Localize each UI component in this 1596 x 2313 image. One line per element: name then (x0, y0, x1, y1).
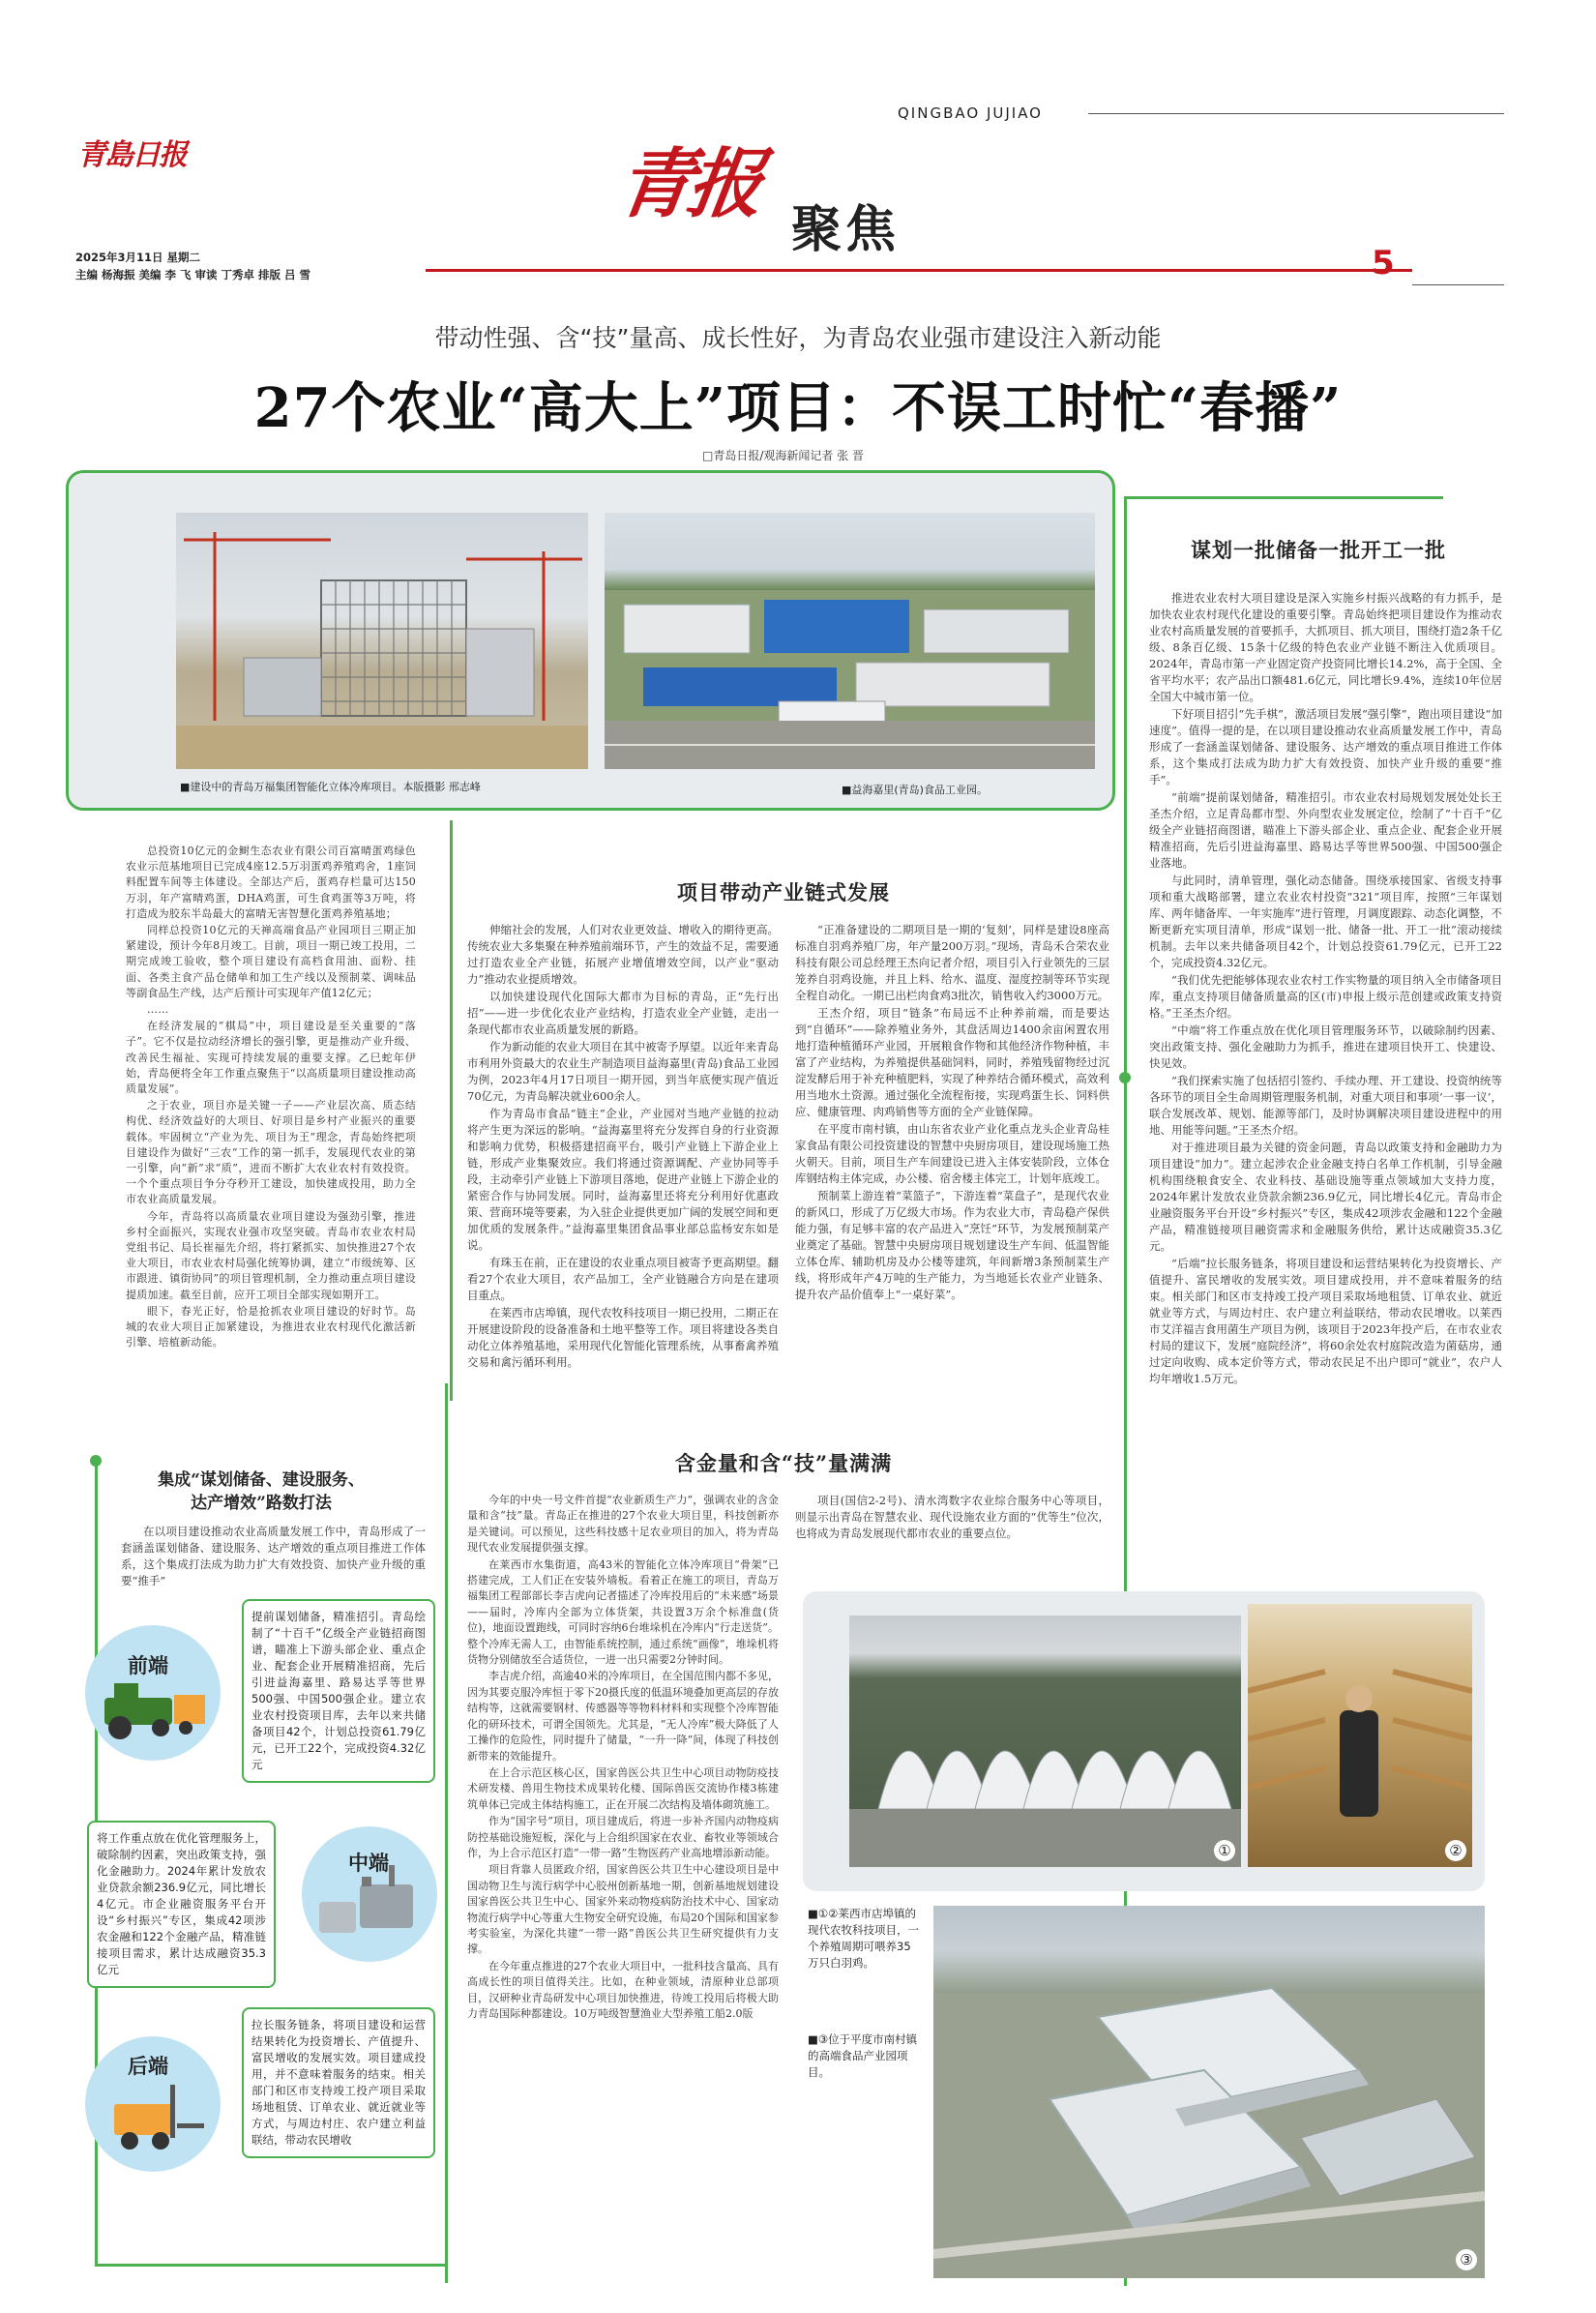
lead-paragraph: 今年，青岛将以高质量农业项目建设为强劲引擎，推进乡村全面振兴，实现农业强市攻坚突破。青岛市农业农村局党组书记、局长崔福先介绍，将打紧抓实、加快推进27个农业大项目，市农业农村局强化统筹协调，建立“市级统筹、区市跟进、镇街协同”的项目管理机制，全力推动重点项目建设提质加速。截至目前，应开工项目全部实现如期开工。 (126, 1209, 416, 1301)
right-paragraph: 对于推进项目最为关键的资金问题，青岛以政策支持和金融助力为项目建设“加力”。建立起涉农企业金融支持白名单工作机制，引导金融机构围绕粮食安全、农业科技、基础设施等重点领域加大支持力度，2024年累计发放农业贷款余额236.9亿元，同比增长4亿元。青岛市企业融资服务平台开设“乡村振兴”专区，集成42项涉农金融和122个金融产品，精准链接项目融资需求和金融服务供给，累计达成融资35.3亿元。 (1149, 1141, 1502, 1253)
right-paragraph: “我们探索实施了包括招引签约、手续办理、开工建设、投资纳统等各环节的项目全生命周期管理服务机制，对重大项目和事项‘一事一议’，联合发展改革、规划、能源等部门，及时协调解决项目建设进程中的用地、用能等问题。”王圣杰介绍。 (1149, 1074, 1502, 1137)
left-section-paragraph: 在以项目建设推动农业高质量发展工作中，青岛形成了一套涵盖谋划储备、建设服务、达产增效的重点项目推进工作体系，这个集成打法成为助力扩大有效投资、加快产业升级的重要“推手” (121, 1525, 426, 1587)
middle-paragraph: 项目背靠人员匿政介绍，国家兽医公共卫生中心建设项目是中国动物卫生与流行病学中心胶州创新基地一期，创新基地规划建设国家兽医公共卫生中心、国家外来动物疫病防治技术中心、国家动物流行病学中心等重大生物安全研究设施，布局20个国际和国家参考实验室，为深化共建“一带一路”兽医公共卫生研究提供有力支撑。 (467, 1863, 779, 1956)
photo-greenhouses (849, 1616, 1241, 1867)
right-paragraph: 推进农业农村大项目建设是深入实施乡村振兴战略的有力抓手，是加快农业农村现代化建设的重要引擎。青岛始终把项目建设作为推动农业农村高质量发展的首要抓手，大抓项目、抓大项目，围绕打造2条千亿级、8条百亿级、15条十亿级的特色农业产业链不断注入优质项目。2024年，青岛市第一产业固定资产投资同比增长14.2%，高于全国、全省平均水平；农产品出口额481.6亿元，同比增长9.4%，连续10年位居全国大中城市第一位。 (1149, 591, 1502, 703)
date-line: 2025年3月11日 星期二 (75, 251, 201, 264)
middle-stage-graphic (302, 1826, 437, 1962)
back-stage-label: 后端 (128, 2054, 168, 2078)
middle-paragraph: 项目(国信2-2号)、清水湾数字农业综合服务中心等项目，则显示出青岛在智慧农业、现代设施农业方面的“优等生”位次，也将成为青岛发展现代都市农业的重要点位。 (795, 1494, 1109, 1540)
photo-cold-storage-construction (176, 513, 588, 769)
pinyin-header: QINGBAO JUJIAO (898, 104, 1043, 122)
middle-paragraph: “正准备建设的二期项目是一期的‘复刻’，同样是建设8座高标准自羽鸡养殖厂房，年产量200万羽。”现场，青岛禾合荣农业科技有限公司总经理王杰向记者介绍，项目引入行业领先的三层笼养自羽鸡设施，并且上料、给水、温度、湿度控制等环节实现全程自动化。一期已出栏肉食鸡3批次，销售收入约3000万元。 (795, 923, 1109, 1002)
front-stage-label: 前端 (128, 1653, 168, 1677)
left-lead-body (126, 844, 416, 1352)
middle-col-2 (795, 922, 1109, 1304)
lead-paragraph: 在经济发展的“棋局”中，项目建设是至关重要的“落子”。它不仅是拉动经济增长的强引擎，更是推动产业升级、改善民生福祉、实现可持续发展的重要支撑。乙巳蛇年伊始，青岛便将全年工作重点聚焦于“以高质量项目建设推动高质量发展”。 (126, 1020, 416, 1096)
middle-green-line (450, 820, 453, 1401)
middle-paragraph: 王杰介绍，项目“链条”布局远不止种养前端，而是要达到“自循环”——除养殖业务外，其盘活周边1400余亩闲置农用地打造种植循环产业园，开展粮食作物和其他经济作物种植，丰富了产业结构，为养殖提供基础饲料，同时，养殖残留物经过沉淀发酵后用于补充种植肥料，实现了种养结合循环模式，高效利用当地水土资源。通过强化全流程衔接，实现鸡蛋生长、饲料供应、健康管理、肉鸡销售等方面的全产业链保障。 (795, 1006, 1109, 1118)
lead-paragraph: 眼下，春光正好，恰是抢抓农业项目建设的好时节。岛城的农业大项目正加紧建设，为推进农业农村现代化激活新引擎、培植新动能。 (126, 1304, 416, 1349)
middle-section-title-2: 含金量和含“技”量满满 (674, 1451, 893, 1475)
middle-stage-box (87, 1821, 276, 1988)
right-section-title: 谋划一批储备一批开工一批 (1191, 538, 1446, 562)
photo-badge-3: ③ (1456, 2249, 1477, 2270)
middle-col-3 (467, 1493, 779, 2023)
header-rule-top (1088, 113, 1504, 114)
right-article-body (1149, 590, 1502, 1388)
right-paragraph: “后端”拉长服务链条，将项目建设和运营结果转化为投资增长、产值提升、富民增收的发展实效。项目建成投用，并不意味着服务的结束。相关部门和区市支持竣工投产项目采取场地租赁、订单农业、就近就业等方式，与周边村庄、农户建立利益联结，带动农民增收。以莱西市艾洋福吉食用菌生产项目为例，该项目于2023年投产后，在市农业农村局的建议下，发展“庭院经济”，将60余处农村庭院改造为菌菇房，通过定向收购、成本定价等方式，带动农民足不出户即可“就业”，农户人均年增收1.5万元。 (1149, 1257, 1502, 1385)
section-logo-text: 聚焦 (791, 200, 901, 259)
middle-paragraph: 李吉虎介绍，高逾40米的冷库项目，在全国范围内都不多见，因为其要克服冷库恒于零下20摄氏度的低温环境叠加更高层的存放结构等，这就需要钢材、传感器等等物料材料和实现整个冷库智能化的研环技术，可谓全国领先。尤其是，“无人冷库”极大降低了人工操作的危险性，同时提升了储量，“一升一降”间，体现了科技创新带来的效能提升。 (467, 1670, 779, 1763)
headline-title: 27个农业“高大上”项目：不误工时忙“春播” (253, 376, 1343, 440)
photo-poultry-house (1248, 1604, 1472, 1867)
middle-paragraph: 在莱西市水集街道，高43米的智能化立体冷库项目“骨架”已搭建完成，工人们正在安装外墙板。看着正在施工的项目，青岛万福集团工程部部长李吉虎向记者描述了冷库投用后的“未来感”场景——届时，冷库内全部为立体货架，共设置3万余个标准盘(货位)，地面设置跑线，可同时容纳6台堆垛机在冷库内“行走送货”。整个冷库无需人工，由智能系统控制，通过系统“画像”，堆垛机将货物分别储放至合适货位，一进一出只需要2分钟时间。 (467, 1557, 779, 1667)
paper-logo: 青島日报 (77, 138, 186, 172)
middle-paragraph: 在今年重点推进的27个农业大项目中，一批科技含量高、具有高成长性的项目值得关注。比如，在种业领域，清原种业总部项目，汉研种业青岛研发中心项目加快推进，待竣工投用后将极大助力青岛国际种都建设。10万吨级智慧渔业大型养殖工船2.0版 (467, 1959, 779, 2020)
photo-badge-2: ② (1445, 1840, 1466, 1861)
middle-col-1 (467, 922, 779, 1372)
caption-top-left: ■建设中的青岛万福集团智能化立体冷库项目。本版摄影 邢志峰 (180, 781, 481, 793)
middle-paragraph: 作为新动能的农业大项目在其中被寄予厚望。以近年来青岛市利用外资最大的农业生产制造项目益海嘉里(青岛)食品工业园为例，2023年4月17日项目一期开园，到当年底便实现产值近70亿元，为青岛解决就业600余人。 (467, 1040, 779, 1103)
middle-paragraph: 在平度市南村镇，由山东省农业产业化重点龙头企业青岛桂家食品有限公司投资建设的智慧中央厨房项目，建设现场施工热火朝天。目前，项目生产车间建设已进入主体安装阶段，立体仓库钢结构主体完成，办公楼、宿舍楼主体完工，计划年底竣工。 (795, 1122, 1109, 1185)
left-green-line-bottom (95, 2264, 448, 2267)
middle-stage-text: 将工作重点放在优化管理服务上，破除制约因素，突出政策支持，强化金融助力。2024年累计发放农业贷款余额236.9亿元，同比增长4亿元。市企业融资服务平台开设“乡村振兴”专区，集成42项涉农金融和122个金融产品，精准链接项目需求，累计达成融资35.3亿元 (97, 1831, 266, 1976)
staff-line: 主编 杨海振 美编 李 飞 审读 丁秀卓 排版 吕 雪 (75, 268, 311, 282)
lead-paragraph: …… (147, 1003, 169, 1017)
caption-top-right: ■益海嘉里(青岛)食品工业园。 (842, 784, 988, 796)
header-rule-bottom (1412, 284, 1504, 285)
left-section-title: 集成“谋划储备、建设服务、达产增效”路数打法 (158, 1470, 365, 1513)
front-stage-text: 提前谋划储备，精准招引。青岛绘制了“十百千”亿级全产业链招商图谱，瞄准上下游头部企业、重点企业、配套企业开展精准招商，先后引进益海嘉里、路易达孚等世界500强、中国500强企业。建立农业农村投资项目库，去年以来共储备项目42个，计划总投资61.79亿元，已开工22个，完成投资4.32亿元 (251, 1610, 426, 1771)
left-green-dot (90, 1455, 102, 1467)
right-paragraph: 下好项目招引“先手棋”，激活项目发展“强引擎”，跑出项目建设“加速度”。值得一提的是，在以项目建设推动农业高质量发展工作中，青岛形成了一套涵盖谋划储备、建设服务、达产增效的重点项目推进工作体系，这个集成打法成为助力扩大有效投资、加快产业升级的重要“推手”。 (1149, 707, 1502, 786)
middle-stage-label: 中端 (348, 1851, 389, 1875)
right-green-line-top (1124, 496, 1443, 499)
middle-paragraph: 在莱西市店埠镇，现代农牧科技项目一期已投用，二期正在开展建设阶段的设备准备和土地平整等工作。项目将建设各类自动化立体养殖基地，采用现代化智能化管理系统，从事畜禽养殖交易和禽污循环利用。 (467, 1306, 779, 1369)
middle-paragraph: 今年的中央一号文件首提“农业新质生产力”，强调农业的含金量和含“技”量。青岛正在推进的27个农业大项目里，科技创新亦是关键词。可以预见，这些科技感十足农业项目的加入，将为青岛现代农业发展提供强支撑。 (467, 1494, 779, 1555)
left-green-line-right (445, 1383, 448, 2283)
middle-paragraph: 以加快建设现代化国际大都市为目标的青岛，正“先行出招”——进一步优化农业产业结构，打造农业全产业链，走出一条现代都市农业高质量发展的新路。 (467, 990, 779, 1036)
middle-paragraph: 伸缩社会的发展，人们对农业更效益、增收入的期待更高。传统农业大多集聚在种养殖前端环节，产生的效益不足，需要通过打造农业全产业链，拓展产业增值增效空间，以产业“驱动力”推动农业提质增效。 (467, 923, 779, 986)
right-paragraph: 与此同时，清单管理，强化动态储备。围绕承接国家、省级支持事项和重大战略部署，建立农业农村投资“321”项目库，按照“三年谋划库、两年储备库、一年实施库”进行管理，月调度跟踪、动态化调整，不断更新充实项目清单，形成“谋划一批、储备一批、开工一批”滚动接续机制。去年以来共储备项目42个，计划总投资61.79亿元，已开工22个，完成投资4.32亿元。 (1149, 874, 1502, 969)
right-paragraph: “我们优先把能够体现农业农村工作实物量的项目纳入全市储备项目库，重点支持项目储备质量高的区(市)申报上级示范创建或政策支持资格。”王圣杰介绍。 (1149, 973, 1502, 1020)
lead-paragraph: 总投资10亿元的金鲥生态农业有限公司百富晴蛋鸡绿色农业示范基地项目已完成4座12.5万羽蛋鸡养殖鸡舍，1座饲料配置车间等主体建设。全部达产后，蛋鸡存栏量可达150万羽，年产富晴鸡蛋，DHA鸡蛋，可生食鸡蛋等3万吨，将打造成为胶东半岛最大的富晴无害智慧化蛋鸡养殖基地； (126, 845, 416, 920)
middle-paragraph: 在上合示范区核心区，国家兽医公共卫生中心项目动物防疫技术研发楼、兽用生物技术成果转化楼、国际兽医交流协作楼3栋建筑单体已完成主体结构施工，正在开展二次结构及墙体砌筑施工。 (467, 1765, 779, 1811)
header-red-rule (426, 269, 1412, 272)
section-logo-script: 青报 (611, 140, 764, 228)
right-paragraph: “中端”将工作重点放在优化项目管理服务环节，以破除制约因素、突出政策支持、强化金融助力为抓手，推进在建项目快开工、快建设、快见效。 (1149, 1023, 1502, 1070)
middle-paragraph: 作为“国字号”项目，项目建成后，将进一步补齐国内动物疫病防控基础设施短板，深化与上合组织国家在农业、畜牧业等领域合作，为上合示范区打造“一带一路”生物医药产业高地增添新动能。 (467, 1815, 779, 1859)
byline: □青岛日报/观海新闻记者 张 晋 (702, 449, 865, 462)
back-stage-text: 拉长服务链条，将项目建设和运营结果转化为投资增长、产值提升、富民增收的发展实效。项目建成投用，并不意味着服务的结束。相关部门和区市支持竣工投产项目采取场地租赁、订单农业、就近就业等方式，与周边村庄、农户建立利益联结，带动农民增收 (251, 2018, 426, 2147)
front-stage-graphic (85, 1625, 221, 1761)
page-number: 5 (1372, 244, 1395, 282)
middle-col-4 (795, 1493, 1109, 1543)
headline-kicker: 带动性强、含“技”量高、成长性好，为青岛农业强市建设注入新动能 (434, 324, 1162, 352)
right-green-dot (1119, 1072, 1131, 1083)
caption-bottom-1: ■①②莱西市店埠镇的现代农牧科技项目，一个养殖周期可喂养35万只白羽鸡。 (808, 1907, 919, 1970)
middle-paragraph: 有珠玉在前，正在建设的农业重点项目被寄予更高期望。翻看27个农业大项目，农产品加工，全产业链融合方向是在建项目重点。 (467, 1256, 779, 1302)
right-paragraph: “前端”提前谋划储备，精准招引。市农业农村局规划发展处处长王圣杰介绍，立足青岛都市型、外向型农业发展定位，绘制了“十百千”亿级全产业链招商图谱，瞄准上下游头部企业、重点企业、配套企业开展精准招商，先后引进益海嘉里、路易达孚等世界500强、中国500强企业落地。 (1149, 790, 1502, 870)
front-stage-box (242, 1599, 435, 1783)
photo-food-park-aerial (933, 1906, 1485, 2278)
photo-food-industrial-park (605, 513, 1095, 769)
middle-paragraph: 作为青岛市食品“链主”企业，产业园对当地产业链的拉动将产生更为深远的影响。“益海嘉里将充分发挥自身的行业资源和影响力优势，积极搭建招商平台，吸引产业链上下游企业上链，形成产业集聚效应。我们将通过资源调配、产业协同等手段，主动牵引产业链上下游项目落地，促进产业链上下游企业的紧密合作与协同发展。同时，益海嘉里还将充分利用好优惠政策、营商环境等要素，为入驻企业提供更加广阔的发展空间和更加优质的发展条件。”益海嘉里集团食品事业部总监杨安东如是说。 (467, 1107, 779, 1252)
back-stage-box (242, 2007, 435, 2158)
middle-section-title: 项目带动产业链式发展 (677, 880, 890, 904)
middle-paragraph: 预制菜上游连着“菜篮子”，下游连着“菜盘子”，是现代农业的新风口，形成了万亿级大市场。作为农业大市，青岛稳产保供能力强，有足够丰富的农产品进入“烹饪”环节，为发展预制菜产业奠定了基础。智慧中央厨房项目规划建设生产车间、低温智能立体仓库、辅助机房及办公楼等建筑，年间新增3条预制菜生产线，将形成年产4万吨的生产能力，为当地延长农业产业链条、提升农产品价值奉上“一桌好菜”。 (795, 1189, 1109, 1301)
caption-bottom-2: ■③位于平度市南村镇的高端食品产业园项目。 (808, 2032, 918, 2079)
photo-badge-1: ① (1214, 1840, 1235, 1861)
lead-paragraph: 同样总投资10亿元的天禅高端食品产业园项目三期正加紧建设，预计今年8月竣工。目前，项目一期已竣工投用，二期完成竣工验收，整个项目建设有高档食用油、面粉、挂面、各类主食产品仓储单和加工生产线以及预制菜、调味品等副食品生产线，达产后预计可实现年产值12亿元； (126, 924, 416, 999)
lead-paragraph: 之于农业，项目亦是关键一子——产业层次高、质态结构优、经济效益好的大项目、好项目是乡村产业振兴的重要载体。牢固树立“产业为先、项目为王”理念，青岛始终把项目建设作为做好“三农”工作的第一抓手，发展现代农业的第一引擎，向“新”求“质”，进而不断扩大农业农村有效投资。一个个重点项目争分夺秒开工建设，加快建成投用，助力全市农业高质量发展。 (126, 1099, 416, 1206)
left-section-body (121, 1524, 426, 1590)
